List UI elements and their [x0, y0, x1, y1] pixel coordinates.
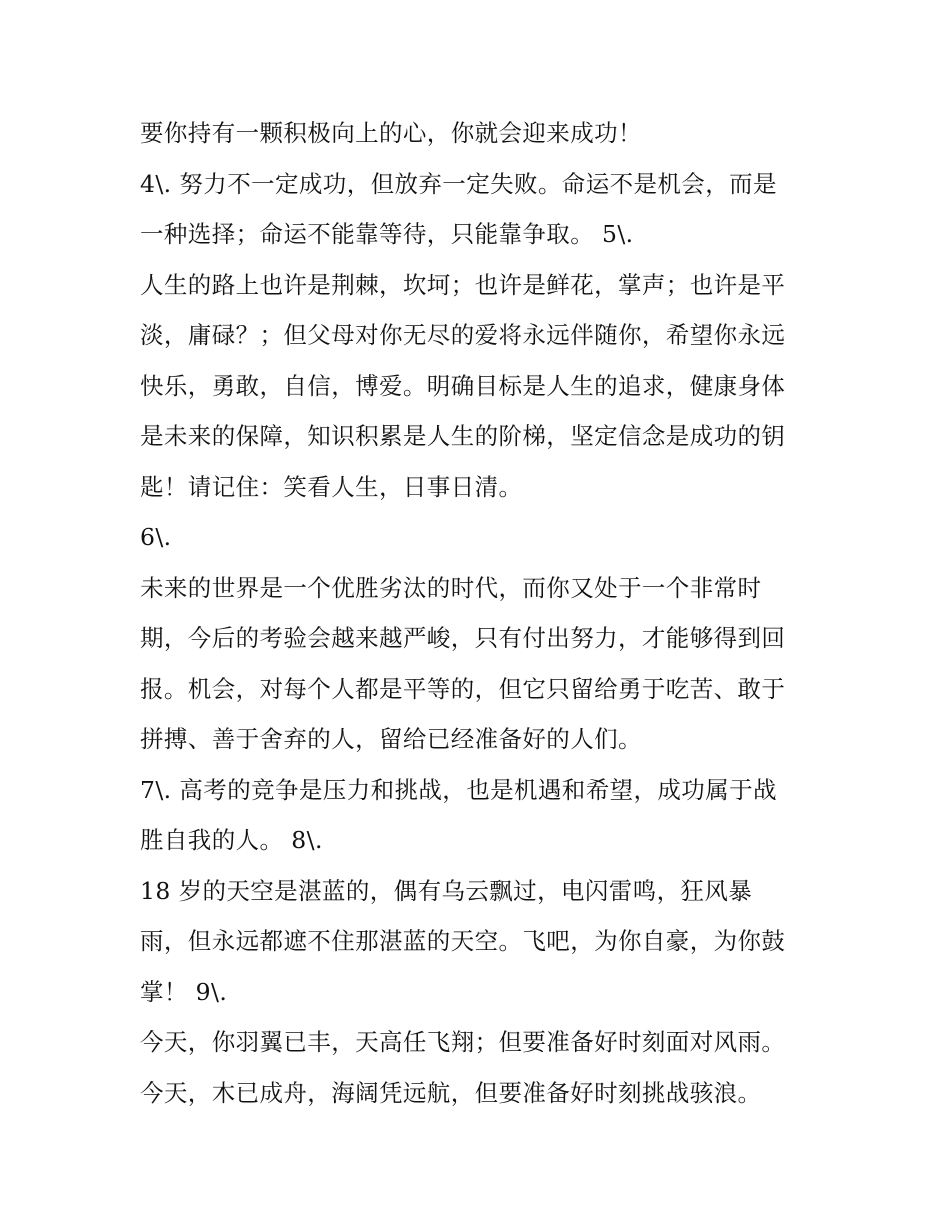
text-line: 未来的世界是一个优胜劣汰的时代，而你又处于一个非常时	[140, 573, 762, 602]
text-line: 快乐，勇敢，自信，博爱。明确目标是人生的追求，健康身体	[140, 371, 786, 400]
text-line: 雨，但永远都遮不住那湛蓝的天空。飞吧，为你自豪，为你鼓	[140, 927, 786, 955]
text-line: 掌！ 9\.	[140, 977, 228, 1006]
text-line: 4\. 努力不一定成功，但放弃一定失败。命运不是机会，而是	[140, 169, 777, 198]
text-line: 报。机会，对每个人都是平等的，但它只留给勇于吃苦、敢于	[140, 674, 786, 703]
text-line: 6\.	[140, 523, 172, 551]
text-line: 胜自我的人。 8\.	[140, 826, 323, 854]
text-line: 7\. 高考的竞争是压力和挑战，也是机遇和希望，成功属于战	[140, 775, 777, 804]
text-line: 期，今后的考验会越来越严峻，只有付出努力，才能够得到回	[140, 624, 786, 652]
text-line: 要你持有一颗积极向上的心，你就会迎来成功！	[140, 119, 642, 147]
text-line: 人生的路上也许是荆棘，坎坷；也许是鲜花，掌声；也许是平	[140, 270, 786, 299]
text-line: 是未来的保障，知识积累是人生的阶梯，坚定信念是成功的钥	[140, 422, 786, 450]
text-line: 匙！请记住：笑看人生，日事日清。	[140, 472, 523, 501]
document-body	[140, 108, 820, 1118]
text-line: 拼搏、善于舍弃的人，留给已经准备好的人们。	[140, 725, 642, 753]
text-line: 今天，木已成舟，海阔凭远航，但要准备好时刻挑战骇浪。	[140, 1078, 762, 1107]
text-line: 18 岁的天空是湛蓝的，偶有乌云飘过，电闪雷鸣，狂风暴	[140, 876, 753, 905]
text-line: 今天，你羽翼已丰，天高任飞翔；但要准备好时刻面对风雨。	[140, 1028, 786, 1056]
text-line: 一种选择；命运不能靠等待，只能靠争取。 5\.	[140, 220, 634, 248]
text-line: 淡，庸碌？；但父母对你无尽的爱将永远伴随你，希望你永远	[140, 321, 786, 349]
